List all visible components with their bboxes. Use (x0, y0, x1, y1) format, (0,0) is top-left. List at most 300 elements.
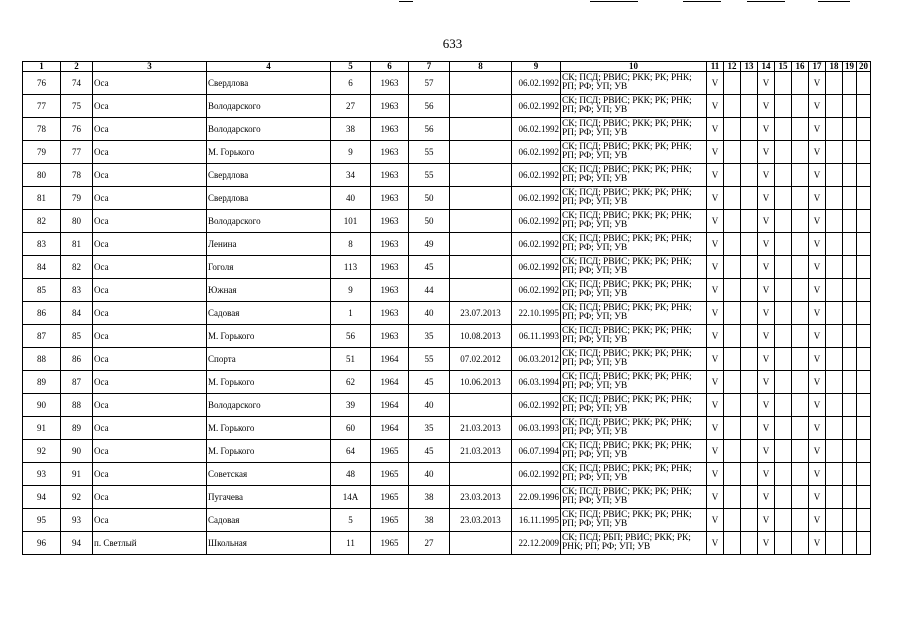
house-number-cell: 51 (331, 348, 371, 371)
house-number-cell: 27 (331, 95, 371, 118)
check-cell-16 (792, 256, 809, 279)
house-number-cell: 40 (331, 187, 371, 210)
check-cell-11: V (707, 417, 724, 440)
check-cell-13 (741, 394, 758, 417)
check-cell-12 (724, 210, 741, 233)
check-cell-18 (826, 187, 843, 210)
check-cell-17: V (809, 256, 826, 279)
house-number-cell: 39 (331, 394, 371, 417)
column-number-7: 7 (409, 62, 450, 72)
check-cell-17: V (809, 279, 826, 302)
table-row (23, 95, 871, 118)
house-number-cell: 6 (331, 72, 371, 95)
check-cell-20 (857, 256, 871, 279)
date-cell (450, 118, 512, 141)
row-number-cell: 77 (23, 95, 61, 118)
check-cell-18 (826, 325, 843, 348)
works-list-cell: СК; ПСД; РВИС; РКК; РК; РНК; РП; РФ; УП; УВ (561, 187, 707, 210)
check-cell-16 (792, 463, 809, 486)
house-number-cell: 62 (331, 371, 371, 394)
date-cell (450, 187, 512, 210)
object-number-cell: 74 (61, 72, 93, 95)
settlement-cell: Оса (93, 509, 207, 532)
table-row (23, 371, 871, 394)
works-list-cell: СК; ПСД; РВИС; РКК; РК; РНК; РП; РФ; УП; УВ (561, 164, 707, 187)
check-cell-12 (724, 279, 741, 302)
check-cell-13 (741, 325, 758, 348)
year-built-cell: 1963 (371, 302, 409, 325)
object-number-cell: 88 (61, 394, 93, 417)
check-cell-13 (741, 164, 758, 187)
object-number-cell: 87 (61, 371, 93, 394)
column-number-row (23, 62, 871, 72)
check-cell-12 (724, 302, 741, 325)
row-number-cell: 91 (23, 417, 61, 440)
check-cell-16 (792, 164, 809, 187)
table-row (23, 279, 871, 302)
settlement-cell: Оса (93, 233, 207, 256)
works-list-cell: СК; ПСД; РВИС; РКК; РК; РНК; РП; РФ; УП; УВ (561, 72, 707, 95)
check-cell-12 (724, 417, 741, 440)
column-number-8: 8 (450, 62, 512, 72)
row-number-cell: 81 (23, 187, 61, 210)
check-cell-19 (843, 532, 857, 555)
year-built-cell: 1963 (371, 279, 409, 302)
check-cell-12 (724, 463, 741, 486)
year-built-cell: 1965 (371, 440, 409, 463)
check-cell-16 (792, 279, 809, 302)
check-cell-19 (843, 187, 857, 210)
check-cell-20 (857, 509, 871, 532)
year-built-cell: 1964 (371, 371, 409, 394)
check-cell-13 (741, 463, 758, 486)
check-cell-19 (843, 141, 857, 164)
check-cell-15 (775, 210, 792, 233)
check-cell-11: V (707, 463, 724, 486)
check-cell-17: V (809, 348, 826, 371)
check-cell-20 (857, 417, 871, 440)
street-cell: М. Горького (207, 325, 331, 348)
scan-edge-marks (0, 0, 905, 6)
wear-percent-cell: 38 (409, 509, 450, 532)
date-cell (450, 210, 512, 233)
check-cell-18 (826, 72, 843, 95)
check-cell-15 (775, 440, 792, 463)
check-cell-12 (724, 141, 741, 164)
check-cell-19 (843, 210, 857, 233)
check-cell-14: V (758, 348, 775, 371)
table-row (23, 164, 871, 187)
table-row (23, 210, 871, 233)
check-cell-19 (843, 348, 857, 371)
wear-percent-cell: 27 (409, 532, 450, 555)
check-cell-17: V (809, 394, 826, 417)
column-number-6: 6 (371, 62, 409, 72)
check-cell-20 (857, 463, 871, 486)
check-cell-20 (857, 141, 871, 164)
wear-percent-cell: 40 (409, 302, 450, 325)
object-number-cell: 92 (61, 486, 93, 509)
column-number-2: 2 (61, 62, 93, 72)
check-cell-18 (826, 371, 843, 394)
check-cell-19 (843, 72, 857, 95)
object-number-cell: 94 (61, 532, 93, 555)
check-cell-18 (826, 164, 843, 187)
registration-date-cell: 06.11.1993 (512, 325, 561, 348)
house-number-cell: 11 (331, 532, 371, 555)
check-cell-16 (792, 302, 809, 325)
check-cell-16 (792, 440, 809, 463)
registration-date-cell: 06.02.1992 (512, 210, 561, 233)
column-number-9: 9 (512, 62, 561, 72)
street-cell: М. Горького (207, 141, 331, 164)
wear-percent-cell: 55 (409, 141, 450, 164)
street-cell: Ленина (207, 233, 331, 256)
object-number-cell: 83 (61, 279, 93, 302)
house-number-cell: 48 (331, 463, 371, 486)
row-number-cell: 89 (23, 371, 61, 394)
table-row (23, 532, 871, 555)
check-cell-15 (775, 187, 792, 210)
wear-percent-cell: 50 (409, 187, 450, 210)
column-number-5: 5 (331, 62, 371, 72)
street-cell: Садовая (207, 509, 331, 532)
registration-date-cell: 06.02.1992 (512, 233, 561, 256)
check-cell-13 (741, 417, 758, 440)
column-number-14: 14 (758, 62, 775, 72)
check-cell-16 (792, 187, 809, 210)
street-cell: Володарского (207, 95, 331, 118)
settlement-cell: Оса (93, 279, 207, 302)
street-cell: Южная (207, 279, 331, 302)
wear-percent-cell: 57 (409, 72, 450, 95)
check-cell-16 (792, 95, 809, 118)
check-cell-19 (843, 509, 857, 532)
check-cell-17: V (809, 302, 826, 325)
check-cell-19 (843, 486, 857, 509)
check-cell-12 (724, 72, 741, 95)
check-cell-16 (792, 348, 809, 371)
year-built-cell: 1965 (371, 486, 409, 509)
check-cell-14: V (758, 72, 775, 95)
works-list-cell: СК; ПСД; РВИС; РКК; РК; РНК; РП; РФ; УП; УВ (561, 440, 707, 463)
check-cell-12 (724, 118, 741, 141)
check-cell-15 (775, 348, 792, 371)
row-number-cell: 95 (23, 509, 61, 532)
settlement-cell: Оса (93, 325, 207, 348)
works-list-cell: СК; ПСД; РВИС; РКК; РК; РНК; РП; РФ; УП; УВ (561, 141, 707, 164)
house-number-cell: 64 (331, 440, 371, 463)
street-cell: Володарского (207, 118, 331, 141)
settlement-cell: Оса (93, 256, 207, 279)
check-cell-11: V (707, 72, 724, 95)
check-cell-11: V (707, 348, 724, 371)
table-row (23, 256, 871, 279)
check-cell-20 (857, 440, 871, 463)
check-cell-11: V (707, 279, 724, 302)
street-cell: Володарского (207, 210, 331, 233)
register-table (22, 61, 871, 555)
date-cell (450, 95, 512, 118)
table-row (23, 325, 871, 348)
check-cell-13 (741, 279, 758, 302)
check-cell-11: V (707, 141, 724, 164)
house-number-cell: 9 (331, 141, 371, 164)
check-cell-19 (843, 371, 857, 394)
check-cell-13 (741, 348, 758, 371)
settlement-cell: Оса (93, 440, 207, 463)
object-number-cell: 82 (61, 256, 93, 279)
table-row (23, 463, 871, 486)
street-cell: Свердлова (207, 164, 331, 187)
check-cell-15 (775, 302, 792, 325)
registration-date-cell: 06.02.1992 (512, 187, 561, 210)
object-number-cell: 89 (61, 417, 93, 440)
check-cell-18 (826, 118, 843, 141)
check-cell-18 (826, 440, 843, 463)
column-number-15: 15 (775, 62, 792, 72)
check-cell-12 (724, 532, 741, 555)
check-cell-12 (724, 325, 741, 348)
check-cell-15 (775, 532, 792, 555)
works-list-cell: СК; ПСД; РВИС; РКК; РК; РНК; РП; РФ; УП; УВ (561, 233, 707, 256)
house-number-cell: 5 (331, 509, 371, 532)
row-number-cell: 76 (23, 72, 61, 95)
house-number-cell: 56 (331, 325, 371, 348)
check-cell-18 (826, 532, 843, 555)
house-number-cell: 101 (331, 210, 371, 233)
check-cell-16 (792, 371, 809, 394)
check-cell-12 (724, 509, 741, 532)
works-list-cell: СК; ПСД; РВИС; РКК; РК; РНК; РП; РФ; УП; УВ (561, 463, 707, 486)
check-cell-17: V (809, 371, 826, 394)
house-number-cell: 113 (331, 256, 371, 279)
check-cell-15 (775, 233, 792, 256)
registration-date-cell: 16.11.1995 (512, 509, 561, 532)
check-cell-14: V (758, 371, 775, 394)
column-number-12: 12 (724, 62, 741, 72)
check-cell-18 (826, 486, 843, 509)
check-cell-19 (843, 95, 857, 118)
check-cell-20 (857, 394, 871, 417)
works-list-cell: СК; ПСД; РВИС; РКК; РК; РНК; РП; РФ; УП; УВ (561, 394, 707, 417)
wear-percent-cell: 38 (409, 486, 450, 509)
house-number-cell: 34 (331, 164, 371, 187)
street-cell: Советская (207, 463, 331, 486)
check-cell-15 (775, 118, 792, 141)
check-cell-13 (741, 141, 758, 164)
check-cell-17: V (809, 417, 826, 440)
settlement-cell: Оса (93, 417, 207, 440)
works-list-cell: СК; ПСД; РВИС; РКК; РК; РНК; РП; РФ; УП; УВ (561, 348, 707, 371)
date-cell (450, 233, 512, 256)
check-cell-15 (775, 463, 792, 486)
check-cell-14: V (758, 532, 775, 555)
table-row (23, 187, 871, 210)
check-cell-16 (792, 325, 809, 348)
table-row (23, 118, 871, 141)
year-built-cell: 1963 (371, 141, 409, 164)
street-cell: Спорта (207, 348, 331, 371)
check-cell-15 (775, 325, 792, 348)
check-cell-11: V (707, 509, 724, 532)
check-cell-13 (741, 118, 758, 141)
year-built-cell: 1965 (371, 463, 409, 486)
check-cell-12 (724, 164, 741, 187)
year-built-cell: 1964 (371, 348, 409, 371)
check-cell-15 (775, 72, 792, 95)
check-cell-13 (741, 95, 758, 118)
check-cell-16 (792, 72, 809, 95)
check-cell-18 (826, 417, 843, 440)
check-cell-13 (741, 187, 758, 210)
year-built-cell: 1963 (371, 256, 409, 279)
year-built-cell: 1963 (371, 72, 409, 95)
row-number-cell: 78 (23, 118, 61, 141)
works-list-cell: СК; ПСД; РВИС; РКК; РК; РНК; РП; РФ; УП; УВ (561, 95, 707, 118)
wear-percent-cell: 35 (409, 417, 450, 440)
check-cell-18 (826, 394, 843, 417)
registration-date-cell: 22.10.1995 (512, 302, 561, 325)
column-number-4: 4 (207, 62, 331, 72)
registration-date-cell: 22.09.1996 (512, 486, 561, 509)
check-cell-18 (826, 279, 843, 302)
check-cell-11: V (707, 302, 724, 325)
object-number-cell: 90 (61, 440, 93, 463)
street-cell: Гоголя (207, 256, 331, 279)
works-list-cell: СК; ПСД; РВИС; РКК; РК; РНК; РП; РФ; УП; УВ (561, 371, 707, 394)
object-number-cell: 76 (61, 118, 93, 141)
registration-date-cell: 06.02.1992 (512, 164, 561, 187)
check-cell-12 (724, 187, 741, 210)
year-built-cell: 1965 (371, 509, 409, 532)
check-cell-15 (775, 486, 792, 509)
street-cell: Свердлова (207, 72, 331, 95)
settlement-cell: Оса (93, 348, 207, 371)
date-cell: 07.02.2012 (450, 348, 512, 371)
object-number-cell: 81 (61, 233, 93, 256)
date-cell: 21.03.2013 (450, 440, 512, 463)
registration-date-cell: 06.02.1992 (512, 256, 561, 279)
date-cell (450, 279, 512, 302)
check-cell-16 (792, 417, 809, 440)
table-row (23, 486, 871, 509)
row-number-cell: 93 (23, 463, 61, 486)
check-cell-19 (843, 302, 857, 325)
street-cell: М. Горького (207, 371, 331, 394)
settlement-cell: п. Светлый (93, 532, 207, 555)
check-cell-11: V (707, 256, 724, 279)
check-cell-12 (724, 394, 741, 417)
registration-date-cell: 06.03.2012 (512, 348, 561, 371)
check-cell-18 (826, 233, 843, 256)
check-cell-15 (775, 141, 792, 164)
check-cell-17: V (809, 187, 826, 210)
table-row (23, 302, 871, 325)
settlement-cell: Оса (93, 95, 207, 118)
row-number-cell: 86 (23, 302, 61, 325)
check-cell-17: V (809, 486, 826, 509)
year-built-cell: 1963 (371, 187, 409, 210)
check-cell-14: V (758, 256, 775, 279)
table-row (23, 440, 871, 463)
check-cell-15 (775, 509, 792, 532)
check-cell-13 (741, 233, 758, 256)
year-built-cell: 1963 (371, 95, 409, 118)
street-cell: Володарского (207, 394, 331, 417)
check-cell-17: V (809, 210, 826, 233)
settlement-cell: Оса (93, 118, 207, 141)
date-cell (450, 532, 512, 555)
column-number-13: 13 (741, 62, 758, 72)
wear-percent-cell: 56 (409, 95, 450, 118)
registration-date-cell: 06.02.1992 (512, 279, 561, 302)
column-number-20: 20 (857, 62, 871, 72)
check-cell-14: V (758, 509, 775, 532)
check-cell-20 (857, 164, 871, 187)
check-cell-15 (775, 371, 792, 394)
check-cell-11: V (707, 325, 724, 348)
row-number-cell: 85 (23, 279, 61, 302)
registration-date-cell: 06.02.1992 (512, 72, 561, 95)
wear-percent-cell: 55 (409, 164, 450, 187)
date-cell (450, 72, 512, 95)
check-cell-18 (826, 95, 843, 118)
house-number-cell: 38 (331, 118, 371, 141)
row-number-cell: 84 (23, 256, 61, 279)
settlement-cell: Оса (93, 302, 207, 325)
house-number-cell: 1 (331, 302, 371, 325)
row-number-cell: 83 (23, 233, 61, 256)
house-number-cell: 14А (331, 486, 371, 509)
column-number-3: 3 (93, 62, 207, 72)
check-cell-14: V (758, 95, 775, 118)
works-list-cell: СК; ПСД; РВИС; РКК; РК; РНК; РП; РФ; УП; УВ (561, 118, 707, 141)
wear-percent-cell: 56 (409, 118, 450, 141)
date-cell: 23.07.2013 (450, 302, 512, 325)
works-list-cell: СК; ПСД; РВИС; РКК; РК; РНК; РП; РФ; УП; УВ (561, 509, 707, 532)
check-cell-16 (792, 486, 809, 509)
works-list-cell: СК; ПСД; РВИС; РКК; РК; РНК; РП; РФ; УП; УВ (561, 210, 707, 233)
registration-date-cell: 06.02.1992 (512, 141, 561, 164)
check-cell-19 (843, 279, 857, 302)
check-cell-14: V (758, 279, 775, 302)
check-cell-16 (792, 509, 809, 532)
date-cell: 23.03.2013 (450, 486, 512, 509)
check-cell-14: V (758, 210, 775, 233)
check-cell-16 (792, 141, 809, 164)
row-number-cell: 92 (23, 440, 61, 463)
check-cell-20 (857, 233, 871, 256)
row-number-cell: 87 (23, 325, 61, 348)
check-cell-20 (857, 95, 871, 118)
registration-date-cell: 06.02.1992 (512, 394, 561, 417)
year-built-cell: 1964 (371, 417, 409, 440)
check-cell-13 (741, 256, 758, 279)
street-cell: М. Горького (207, 440, 331, 463)
check-cell-20 (857, 279, 871, 302)
check-cell-17: V (809, 118, 826, 141)
check-cell-17: V (809, 532, 826, 555)
check-cell-11: V (707, 95, 724, 118)
check-cell-11: V (707, 394, 724, 417)
table-row (23, 509, 871, 532)
row-number-cell: 82 (23, 210, 61, 233)
check-cell-13 (741, 210, 758, 233)
object-number-cell: 91 (61, 463, 93, 486)
check-cell-11: V (707, 371, 724, 394)
house-number-cell: 60 (331, 417, 371, 440)
